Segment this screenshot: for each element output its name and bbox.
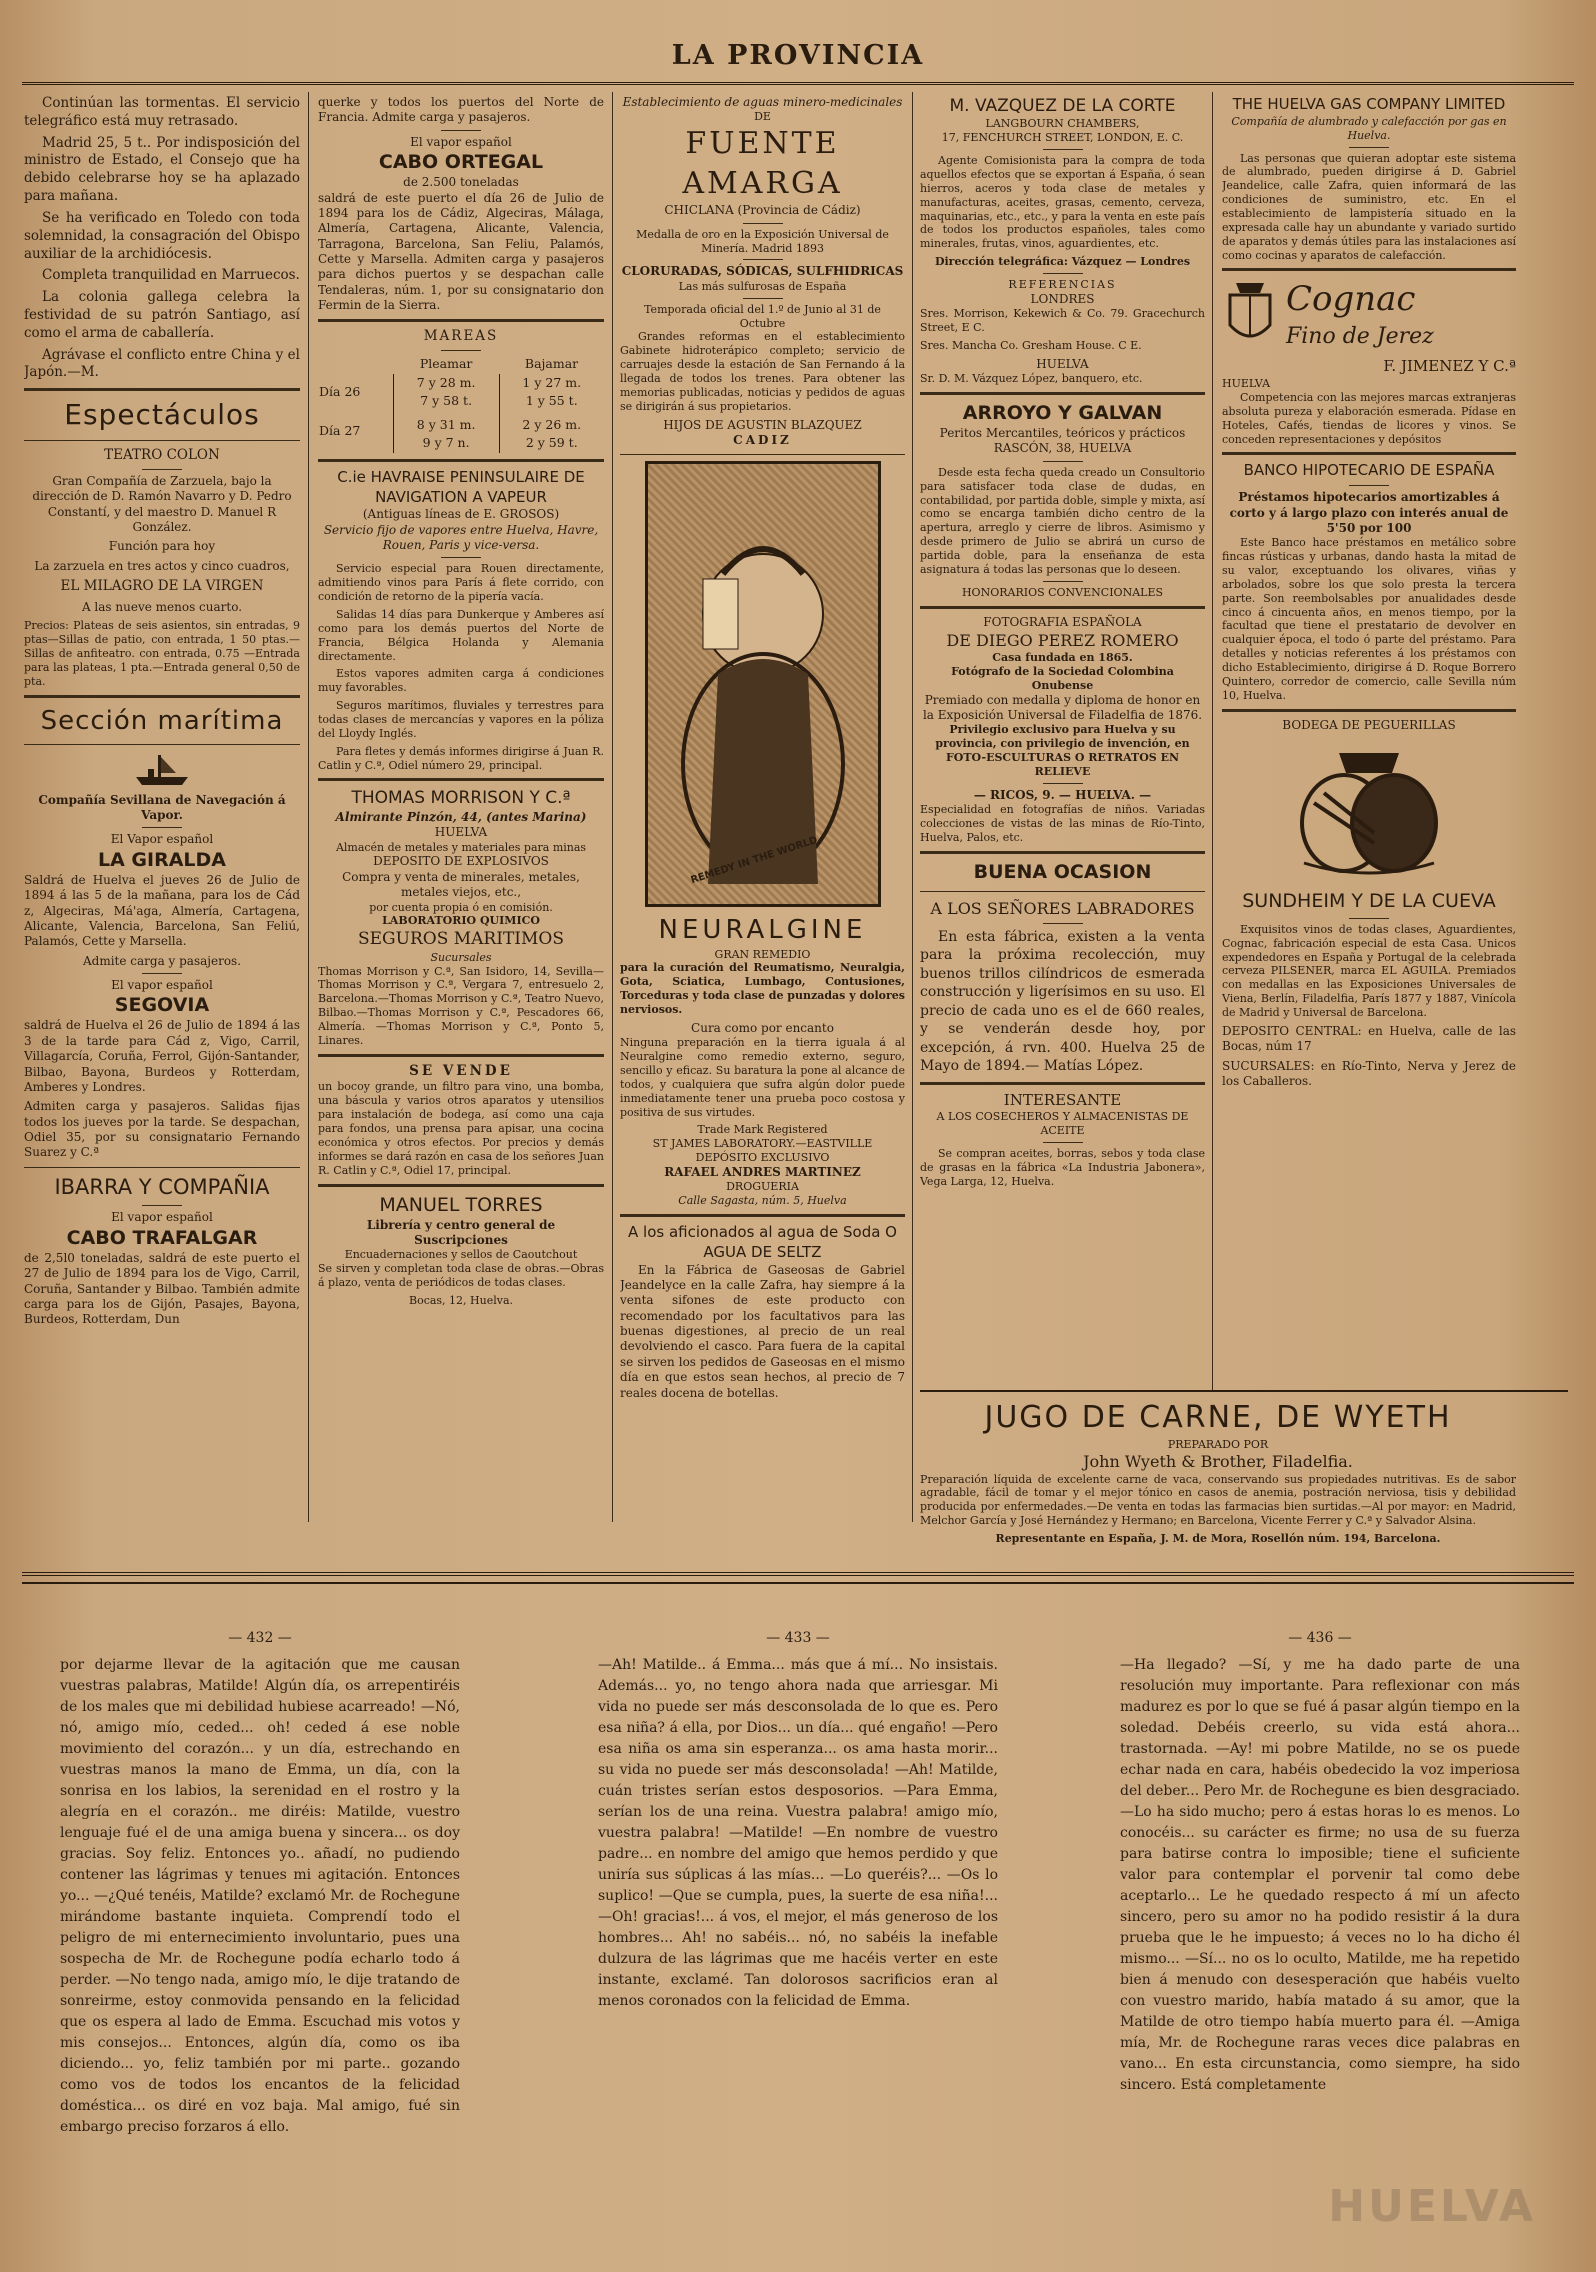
ad-text: Este Banco hace préstamos en metálico sobre fincas rústicas y urbanas, dando hasta la mitad de su valor, exceptuando los olivares, viñas y arbolados, sobre los que solo presta la tercera parte. Son reembolsables por anualidades desde cinco á cincuenta años, en menos tiempo, por la facultad que tiene el prestatario de devolver en cualquier época, el todo ó parte del préstamo. Para detalles y noticias referentes á los préstamos con dicho Establecimiento, dirigirse á D. Roque Borrero Quintero, corredor de comercio, calle Sevilla núm 10, Huelva. <box>1222 536 1516 702</box>
ad-text: Sres. Mancha Co. Gresham House. C E. <box>920 338 1142 352</box>
divider <box>920 392 1205 395</box>
ad-line: por cuenta propia ó en comisión. <box>369 900 553 914</box>
ad-text: Servicio especial para Rouen directamente, admitiendo vinos para París á flete corrido, con condición de retorno de la pipería vacía. <box>318 562 604 604</box>
ad-text: Las personas que quieran adoptar este sistema de alumbrado, pueden dirigirse á D. Gabriel Jeandelice, calle Zafra, quien informará de las condiciones de suministro, etc. En el establecimiento de lampistería situado en la expresada calle hay un abundante y variado surtido de aparatos y demás útiles para las instalaciones así como cocinas y aparatos de calefacción. <box>1222 151 1516 262</box>
news-item: La colonia gallega celebra la festividad de su patrón Santiago, así como el arma de caballería. <box>24 289 300 341</box>
divider <box>24 744 300 745</box>
ad-text: Se sirven y completan toda clase de obras.—Obras á plazo, venta de periódicos de todas clases. <box>318 1262 604 1290</box>
ad-title: BUENA OCASION <box>973 860 1152 883</box>
ad-title: SE VENDE <box>409 1062 513 1079</box>
bodega-emblem <box>1222 733 1516 889</box>
feuilleton-page-432 <box>60 1628 460 2248</box>
newspaper-title: LA PROVINCIA <box>671 40 925 71</box>
ad-line: Cura como por encanto <box>691 1020 834 1035</box>
divider <box>743 298 783 299</box>
ad-line: A LOS SEÑORES LABRADORES <box>930 898 1195 918</box>
feuilleton-page-436 <box>1120 1628 1520 2248</box>
ad-line: 17, FENCHURCH STREET, LONDON, E. C. <box>941 131 1184 145</box>
ad-line: Temporada oficial del 1.º de Junio al 31 de Octubre <box>644 302 881 330</box>
ad-line: Casa fundada en 1865. <box>992 651 1133 665</box>
divider <box>1043 461 1083 462</box>
play-title: EL MILAGRO DE LA VIRGEN <box>60 578 264 595</box>
ship-text: saldrá de Huelva el 26 de Julio de 1894 á las 3 de la tarde para Cád z, Vigo, Carril, Villagarcía, Coruña, Ferrol, Gijón-Santander, Bilbao, Bayona, Burdeos y Rotterdam, Amberes y Londres. <box>24 1018 300 1094</box>
coat-of-arms-icon <box>1222 279 1278 349</box>
divider <box>920 1390 1568 1392</box>
divider <box>318 319 604 322</box>
tides-cell: 9 y 7 n. <box>393 434 499 453</box>
tides-day: Día 27 <box>319 423 361 439</box>
section-title-espectaculos: Espectáculos <box>64 398 260 432</box>
ad-line: DEPOSITO DE EXPLOSIVOS <box>373 854 549 869</box>
news-item: Madrid 25, 5 t.. Por indisposición del ministro de Estado, el Consejo que ha debido celebrarse hoy se ha aplazado para mañana. <box>24 134 300 205</box>
ad-line: FOTO-ESCULTURAS O RETRATOS EN RELIEVE <box>945 751 1180 778</box>
column-4 <box>920 95 1205 1395</box>
divider <box>743 259 783 260</box>
ad-line: CLORURADAS, SÓDICAS, SULFHIDRICAS <box>621 264 904 279</box>
ship-tonnage: de 2.500 toneladas <box>403 175 519 190</box>
archive-watermark: HUELVA <box>1328 2181 1536 2232</box>
divider <box>142 469 182 470</box>
vapor-intro: El vapor español <box>111 1210 213 1225</box>
ad-title: NEURALGINE <box>658 915 867 946</box>
divider <box>1043 1142 1083 1143</box>
ad-line: Trade Mark Registered <box>697 1123 828 1137</box>
ad-text: un bocoy grande, un filtro para vino, una bomba, una báscula y varios otros aparatos y utensilios para instalación de bodega, así como una caja para fondos, una prensa para apisar, una cocina económica y otros efectos. Por precios y demás informes se dará razón en casa de los señores Juan R. Catlin y C.ª, Odiel 17, principal. <box>318 1080 604 1177</box>
company-title: IBARRA Y COMPAÑIA <box>54 1174 270 1199</box>
fino-script: Fino de Jerez <box>1286 324 1434 350</box>
theater-text: La zarzuela en tres actos y cinco cuadros, <box>34 558 290 573</box>
ad-line: BODEGA DE PEGUERILLAS <box>1282 717 1456 732</box>
divider <box>1222 709 1516 712</box>
theater-name: TEATRO COLON <box>104 447 220 464</box>
ad-line: CHICLANA (Provincia de Cádiz) <box>664 203 861 218</box>
tides-cell: 2 y 59 t. <box>499 434 604 453</box>
theater-text: Gran Compañía de Zarzuela, bajo la dirección de D. Ramón Navarro y D. Pedro Constantí, y del maestro D. Manuel R González. <box>32 473 292 535</box>
table-row <box>318 411 604 435</box>
ad-line: ST JAMES LABORATORY.—EASTVILLE <box>652 1137 873 1151</box>
ad-text: Preparación líquida de excelente carne de vaca, conservando sus propiedades nutritivas. Es de sabor agradable, fácil de tomar y el mejor tónico en casos de anemia, postración nerviosa, tisis y debilidad producida por enfermedades.—De venta en todas las farmacias bien surtidas.—Al por mayor: en Madrid, Melchor García y José Hernández y Hermano; en Barcelona, Vicente Ferrer y C.ª y Salvador Alsina. <box>920 1472 1516 1528</box>
divider <box>318 1054 604 1057</box>
ad-text: Desde esta fecha queda creado un Consultorio para satisfacer toda clase de dudas, en contabilidad, por partida doble, simple y mixta, así como se encarga también dicho centro de la apertura, arreglo y cierre de libros. Asimismo y desde primero de Julio se abrirá un curso de partida doble, para la enseñanza de esta asignatura á todas las personas que lo deseen. <box>920 465 1205 576</box>
page-number: — 433 — <box>766 1630 830 1646</box>
ad-text: Grandes reformas en el establecimiento Gabinete hidroterápico completo; servicio de carruajes desde la estación de San Fernando á la llegada de todos los trenes. Para obtener las memorias publicadas, noticias y pedidos de aguas se dirigirán á sus propietarios. <box>620 330 905 413</box>
company-subtitle: Encuadernaciones y sellos de Caoutchout <box>344 1248 578 1262</box>
company-title: SUNDHEIM Y DE LA CUEVA <box>1242 889 1496 912</box>
ad-text: para la curación del Reumatismo, Neuralgia, Gota, Sciatica, Lumbago, Contusiones, Torceduras y toda clase de punzadas y dolores nerviosos. <box>620 961 905 1017</box>
vapor-intro: El Vapor español <box>110 832 214 847</box>
tides-cell: 7 y 58 t. <box>393 392 499 411</box>
ship-text: saldrá de este puerto el día 26 de Julio de 1894 para los de Cádiz, Algeciras, Málaga, Almería, Cartagena, Alicante, Valencia, Tarragona, Barcelona, San Feliu, Palamós, Cette y Marsella. Admiten carga y pasajeros para dichos puertos y se despachan calle Tendaleras, núm. 1, por su consignatario don Fermin de la Sierra. <box>318 190 604 313</box>
theater-text: Función para hoy <box>108 539 216 554</box>
divider <box>318 1184 604 1187</box>
tides-day: Día 26 <box>319 383 361 399</box>
vapor-intro: El vapor español <box>410 134 512 149</box>
ship-text: querke y todos los puertos del Norte de Francia. Admite carga y pasajeros. <box>318 95 604 125</box>
company-name: F. JIMENEZ Y C.ª <box>1383 357 1516 376</box>
ad-line: Compra y venta de minerales, metales, metales viejos, etc., <box>342 869 580 900</box>
divider <box>24 695 300 698</box>
ad-line: Sucursales <box>430 950 492 964</box>
news-item: Completa tranquilidad en Marruecos. <box>42 267 300 284</box>
feuilleton-page-433 <box>598 1628 998 2248</box>
ad-text: En la Fábrica de Gaseosas de Gabriel Jeandelyce en la calle Zafra, hay siempre á la venta sifones de este producto con recomendado por los facultativos para las buenas digestiones, al precio de un real devolviendo el casco. Para fuera de la capital se sirven los pedidos de Gaseosas en el mismo día en que estos sean hechos, al precio de 7 reales docena de botellas. <box>620 1262 905 1400</box>
ad-line: Almacén de metales y materiales para minas <box>335 840 587 854</box>
divider <box>620 454 905 455</box>
ad-text: Competencia con las mejores marcas extranjeras absoluta pureza y elaboración esmerada. Pídase en Hoteles, Cafés, tiendas de licores y vinos. Se conceden representaciones y depósitos <box>1222 390 1516 446</box>
ad-line: DE <box>754 110 771 124</box>
company-city: HUELVA <box>434 825 488 840</box>
ad-line: A LOS COSECHEROS Y ALMACENISTAS DE ACEITE <box>936 1110 1189 1138</box>
ship-text: de 2,5l0 toneladas, saldrá de este puerto el 27 de Julio de 1894 para los de Vigo, Carril, Coruña, Santander y Bilbao. También admite carga para los de Gijón, Pasajes, Bayona, Burdeos, Rotterdam, Dun <box>24 1250 300 1327</box>
tides-cell: 2 y 26 m. <box>499 411 604 435</box>
divider <box>142 827 182 828</box>
company-title: DE DIEGO PEREZ ROMERO <box>946 630 1179 650</box>
tides-table <box>318 355 604 453</box>
ad-line: HIJOS DE AGUSTIN BLAZQUEZ <box>663 417 862 432</box>
neuralgine-illustration <box>645 461 881 907</box>
section-title-maritima: Sección marítima <box>40 705 284 736</box>
divider <box>1222 268 1516 271</box>
page-number: — 436 — <box>1288 1630 1352 1646</box>
page-number: — 432 — <box>228 1630 292 1646</box>
tides-title: MAREAS <box>423 328 499 345</box>
company-title: THE HUELVA GAS COMPANY LIMITED <box>1232 95 1506 113</box>
company-title: C.ie HAVRAISE PENINSULAIRE DE NAVIGATION A VAPEUR <box>337 467 585 506</box>
ad-line: LONDRES <box>1030 291 1095 306</box>
feuilleton-text: —Ha llegado? —Sí, y me ha dado parte de una resolución muy importante. Para reflexionar con más madurez es por lo que se fué á pasar algún tiempo en la soledad. Debéis creerlo, su vida está ahora... trastornada. —Ay! mi pobre Matilde, no se os puede echar nada en cara, habéis obedecido la voz imperiosa del deber... Pero Mr. de Rochegune es bien desgraciado. —Lo ha sido mucho; pero á estas horas lo es menos. Lo conocéis... su carácter es firme; no usa de su fuerza para batirse contra lo imposible; tiene el suficiente valor para contemplar el porvenir tal como debe aceptarlo... Le he quedado respecto á mí un afecto sincero, pero su amor no ha podido resistir á la dura prueba que le he impuesto; á veces no lo ha dicho él mismo... —Sí... no os lo oculto, Matilde, me ha repetido bien á menudo con desesperación que habéis vuelto con vuestro marido, había matado á su amor, que la Matilde de otro tiempo había muerto para él. —Amiga mía, Mr. de Rochegune raras veces dice palabras en vano... En esta circunstancia, como siempre, ha sido sincero. Está completamente <box>1120 1657 1520 2093</box>
ad-text: Agente Comisionista para la compra de toda aquellos efectos que se exportan á España, ó sean hierros, aceros y toda clase de metales y manufacturas, aceites, grasas, cemento, cerveza, maquinarias, etc., etc., y para la venta en este país de todos los productos españoles, tales como minerales, frutas, vinos, aguardientes, etc. <box>920 154 1205 251</box>
ad-line: — RICOS, 9. — HUELVA. — <box>973 787 1152 802</box>
company-name: Compañía Sevillana de Navegación á Vapor. <box>38 792 286 823</box>
ad-text: Para fletes y demás informes dirigirse á Juan R. Catlin y C.ª, Odiel número 29, principal. <box>318 744 604 772</box>
column-divider <box>1212 92 1213 1392</box>
ad-line: HUELVA <box>1036 356 1089 371</box>
divider <box>920 1082 1205 1085</box>
ad-line: PREPARADO POR <box>1167 1437 1269 1451</box>
company-city: HUELVA <box>1222 377 1271 391</box>
ship-text: Saldrá de Huelva el jueves 26 de Julio de 1894 á las 5 de la mañana, para los de Cád z, Algeciras, Má'aga, Almería, Cartagena, Alicante, Valencia, Barcelona, San Feliú, Palamós, Cette y Marsella. <box>24 872 300 949</box>
divider <box>920 851 1205 854</box>
illustration-caption: REMEDY IN THE WORLD <box>689 835 819 887</box>
ad-text: Sres. Morrison, Kekewich & Co. 79. Gracechurch Street, E C. <box>920 307 1205 335</box>
column-2 <box>318 95 604 1535</box>
company-title: THOMAS MORRISON Y C.ª <box>351 788 571 809</box>
ad-title: A los aficionados al agua de Soda O AGUA DE SELTZ <box>628 1223 897 1261</box>
ad-title: INTERESANTE <box>1003 1090 1122 1109</box>
divider <box>1349 485 1389 486</box>
column-divider <box>612 92 613 1522</box>
ad-text: DEPOSITO CENTRAL: en Huelva, calle de las Bocas, núm 17 <box>1222 1023 1516 1054</box>
company-service: Servicio fijo de vapores entre Huelva, Havre, Rouen, Paris y vice-versa. <box>323 522 599 553</box>
ad-line: RAFAEL ANDRES MARTINEZ <box>664 1165 861 1179</box>
ad-line: DEPÓSITO EXCLUSIVO <box>695 1151 830 1165</box>
divider <box>1043 149 1083 150</box>
company-subtitle: Librería y centro general de Suscripciones <box>366 1217 556 1247</box>
divider <box>318 778 604 781</box>
tides-cell: 8 y 31 m. <box>393 411 499 435</box>
column-3 <box>620 95 905 1535</box>
tides-cell: 1 y 27 m. <box>499 374 604 393</box>
divider <box>24 388 300 391</box>
ship-name: CABO TRAFALGAR <box>66 1226 258 1249</box>
ship-icon <box>24 751 300 793</box>
ad-line: FOTOGRAFIA ESPAÑOLA <box>983 614 1142 629</box>
ad-text: SUCURSALES: en Río-Tinto, Nerva y Jerez de los Caballeros. <box>1222 1058 1516 1088</box>
divider <box>1349 147 1389 148</box>
company-title: BANCO HIPOTECARIO DE ESPAÑA <box>1243 461 1495 480</box>
ship-text: Admite carga y pasajeros. <box>82 953 242 968</box>
ad-line: John Wyeth & Brother, Filadelfia. <box>1083 1452 1353 1472</box>
ad-text: Thomas Morrison y C.ª, San Isidoro, 14, Sevilla—Thomas Morrison y C.ª, Vergara 7, entresuelo 2, Barcelona.—Thomas Morrison y C.ª, Teatro Nuevo, Bilbao.—Thomas Morrison y C.ª, Pescadores 66, Almería. —Thomas Morrison y C.ª, Ponto 5, Linares. <box>318 964 604 1047</box>
ad-line: Establecimiento de aguas minero-medicinales <box>622 95 903 109</box>
feuilleton-text: por dejarme llevar de la agitación que me causan vuestras palabras, Matilde! Algún día, os arrepentiréis de los males que mi debilidad hubiese acarreado! —Nó, nó, amigo mío, ceded... oh! ceded á ese noble movimiento del corazón... y un día, estrechando en vuestras manos la mano de Emma, un día, con la sonrisa en los labios, la serenidad en el rostro y la alegría en el corazón.. me diréis: Matilde, vuestro lenguaje fué el de una amiga buena y sincera... os doy gracias. Soy feliz. Entonces yo.. añadí, no pudiendo contener las lágrimas y tenues mi agitación. Entonces yo... —¿Qué tenéis, Matilde? exclamó Mr. de Rochegune mirándome bastante inquieta. Comprendí todo el peligro de mi enternecimiento involuntario, pues una sospecha de Mr. de Rochegune podía echarlo todo á perder. —No tengo nada, amigo mío, le dije tratando de sonreirme, estoy conmovida pensando en la felicidad que os espera al lado de Emma. Escuchad mis votos y mis consejos... Entonces, algún día, como os iba diciendo... yo, feliz también por mi parte.. gozando como vos de todos los encantos de la felicidad doméstica... os diré en voz baja. Mal amigo, fué sin embargo preciso forzaros á ello. <box>60 1657 460 2135</box>
ad-text: Se compran aceites, borras, sebos y toda clase de grasas en la fábrica «La Industria Jabonera», Vega Larga, 12, Huelva. <box>920 1147 1205 1188</box>
ship-text: Admiten carga y pasajeros. Salidas fijas todos los jueves por la tarde. Se despachan, Odiel 35, por su consignatario Fernando Suarez y C.ª <box>24 1099 300 1160</box>
ad-line: REFERENCIAS <box>1008 278 1117 292</box>
ad-text: Ninguna preparación en la tierra iguala á al Neuralgine como remedio externo, seguro, sencillo y eficaz. Su baratura la pone al alcance de todos, y cualquiera que sufra algún dolor puede inmediatamente tener una prueba poco costosa y positiva de sus virtudes. <box>620 1036 905 1119</box>
feuilleton-rule <box>22 1582 1574 1584</box>
feuilleton-rule <box>22 1572 1574 1576</box>
ad-text: Salidas 14 días para Dunkerque y Amberes así como para los demás puertos del Norte de Francia, Bélgica Holanda y Alemania directamente. <box>318 607 604 663</box>
ad-line: LABORATORIO QUIMICO <box>382 914 540 928</box>
ship-name: SEGOVIA <box>114 994 210 1017</box>
ship-name: LA GIRALDA <box>97 848 226 871</box>
company-address: Bocas, 12, Huelva. <box>408 1293 514 1307</box>
column-1 <box>24 95 300 1535</box>
ad-line: LANGBOURN CHAMBERS, <box>985 117 1140 131</box>
header-rule <box>22 82 1574 85</box>
table-row <box>318 374 604 393</box>
tides-cell: 1 y 55 t. <box>499 392 604 411</box>
column-5 <box>1222 95 1516 1395</box>
feuilleton-text: —Ah! Matilde.. á Emma... más que á mí... No insistais. Además... yo, no tengo ahora nada que arriesgar. Mi vida no puede ser más desconsolada de lo que es. Pero esa niña? á ella, por Dios... un día... qué engaño! —Pero esa niña os ama sin esperanza... os ama hasta morir... su vida no puede ser más desconsolada! —Ah! Matilde, cuán tristes serían estos desposorios. —Para Emma, serían los de una reina. Vuestra palabra! amigo mío, vuestra palabra! —Matilde! —En nombre de vuestro padre... en nombre del amigo que hemos perdido y que uniría sus súplicas á las mías... —Lo queréis?... —Os lo suplico! —Que se cumpla, pues, la suerte de esa niña!... —Oh! gracias!... á vos, el mejor, el más generoso de los hombres... Ah! no sabéis... nó, no sabéis la inefable dulzura de las lágrimas que me hacéis verter en este instante, exclamé. Tan dolorosos sacrificios eran al menos coronados con la felicidad de Emma. <box>598 1657 998 2009</box>
ad-line: Las más sulfurosas de España <box>678 279 847 293</box>
divider <box>441 130 481 131</box>
divider <box>24 1167 300 1168</box>
ad-line: RASCÓN, 38, HUELVA <box>993 441 1132 456</box>
ad-line: Medalla de oro en la Exposición Universal de Minería. Madrid 1893 <box>636 227 889 255</box>
divider <box>142 973 182 974</box>
ad-line: Peritos Mercantiles, teóricos y prácticos <box>939 426 1186 441</box>
divider <box>620 1214 905 1217</box>
news-item: Agrávase el conflicto entre China y el Japón.—M. <box>24 346 300 381</box>
divider <box>920 606 1205 609</box>
ad-line: Representante en España, J. M. de Mora, Rosellón núm. 194, Barcelona. <box>995 1532 1441 1545</box>
ad-text: Seguros marítimos, fluviales y terrestres para todas clases de mercancías y vapores en la póliza del Lloydy Inglés. <box>318 699 604 740</box>
divider <box>743 223 783 224</box>
column-divider <box>912 92 913 1522</box>
ad-text: Sr. D. M. Vázquez López, banquero, etc. <box>920 372 1143 386</box>
ad-line: SEGUROS MARITIMOS <box>358 929 564 950</box>
ad-text: En esta fábrica, existen a la venta para la próxima recolección, muy buenos trillos cilíndricos de esmerada construcción y ligerísimos en su uso. El precio de cada uno es el de 660 reales, y se venderán desde hoy, por excepción, á rvn. 400. Huelva 25 de Mayo de 1894.— Matías López. <box>920 928 1205 1075</box>
company-address: Almirante Pinzón, 44, (antes Marina) <box>335 809 587 824</box>
ad-title: FUENTE AMARGA <box>682 126 843 201</box>
tides-cell: 7 y 28 m. <box>393 374 499 393</box>
company-title: M. VAZQUEZ DE LA CORTE <box>949 96 1176 116</box>
ad-text: Especialidad en fotografías de niños. Variadas colecciones de vistas de las minas de Río-Tinto, Huelva, Palos, etc. <box>920 803 1205 844</box>
divider <box>1043 783 1083 784</box>
divider <box>1043 273 1083 274</box>
divider <box>24 440 300 441</box>
divider <box>1043 923 1083 924</box>
ship-name: CABO ORTEGAL <box>378 151 544 174</box>
ad-title: JUGO DE CARNE, DE WYETH <box>984 1400 1452 1435</box>
divider <box>1043 581 1083 582</box>
divider <box>441 557 481 558</box>
ad-line: Fotógrafo de la Sociedad Colombina Onubense <box>951 664 1174 692</box>
news-item: Se ha verificado en Toledo con toda solemnidad, la consagración del Obispo auxiliar de la archidiócesis. <box>24 209 300 262</box>
tides-header: Pleamar <box>419 356 473 372</box>
company-title: MANUEL TORRES <box>379 1193 543 1216</box>
divider <box>441 350 481 351</box>
divider <box>1349 918 1389 919</box>
divider <box>318 459 604 462</box>
wyeth-ad <box>920 1398 1516 1558</box>
divider <box>142 1205 182 1206</box>
ad-line: Calle Sagasta, núm. 5, Huelva <box>678 1194 847 1208</box>
ad-line: Préstamos hipotecarios amortizables á corto y á largo plazo con interés anual de 5'50 por 100 <box>1229 490 1509 535</box>
ad-text: Estos vapores admiten carga á condiciones muy favorables. <box>318 667 604 695</box>
ad-line: Compañía de alumbrado y calefacción por gas en Huelva. <box>1231 114 1507 142</box>
ad-line: Premiado con medalla y diploma de honor en la Exposición Universal de Filadelfia de 1876. <box>922 692 1203 722</box>
ad-line: Dirección telegráfica: Vázquez — Londres <box>934 255 1191 269</box>
company-title: ARROYO Y GALVAN <box>962 402 1163 425</box>
cognac-script: Cognac <box>1286 279 1416 320</box>
ad-line: HONORARIOS CONVENCIONALES <box>961 585 1164 599</box>
ad-line: CADIZ <box>733 432 792 447</box>
theater-prices: Precios: Plateas de seis asientos, sin entradas, 9 ptas—Sillas de patio, con entrada, 1 50 ptas.—Sillas de anfiteatro. con entrada, 0.75 —Entrada para las plateas, 1 pta.—Entrada general 0,50 de pta. <box>24 619 300 688</box>
ad-text: Exquisitos vinos de todas clases, Aguardientes, Cognac, fabricación especial de esta Casa. Unicos expendedores en España y Portugal de la celebrada cerveza PILSENER, marca EL AGUILA. Premiados con medallas en las Exposiciones Universales de Viena, Berlín, Filadelfia, París 1877 y 1887, Vinícola de Madrid y Universal de Barcelona. <box>1222 922 1516 1019</box>
divider <box>1222 452 1516 455</box>
ad-line: Privilegio exclusivo para Huelva y su provincia, con privilegio de invención, en <box>935 723 1190 751</box>
news-item: Continúan las tormentas. El servicio telegráfico está muy retrasado. <box>24 95 300 129</box>
tides-header: Bajamar <box>524 356 579 372</box>
vapor-intro: El vapor español <box>111 978 213 993</box>
crest-icon <box>1284 733 1454 883</box>
column-divider <box>308 92 309 1522</box>
company-subtitle: (Antiguas líneas de E. GROSOS) <box>362 507 560 522</box>
ad-line: GRAN REMEDIO <box>714 947 811 961</box>
ad-line: DROGUERIA <box>726 1180 799 1194</box>
cognac-logo <box>1222 277 1516 351</box>
theater-text: A las nueve menos cuarto. <box>81 599 243 614</box>
divider <box>920 891 1205 892</box>
